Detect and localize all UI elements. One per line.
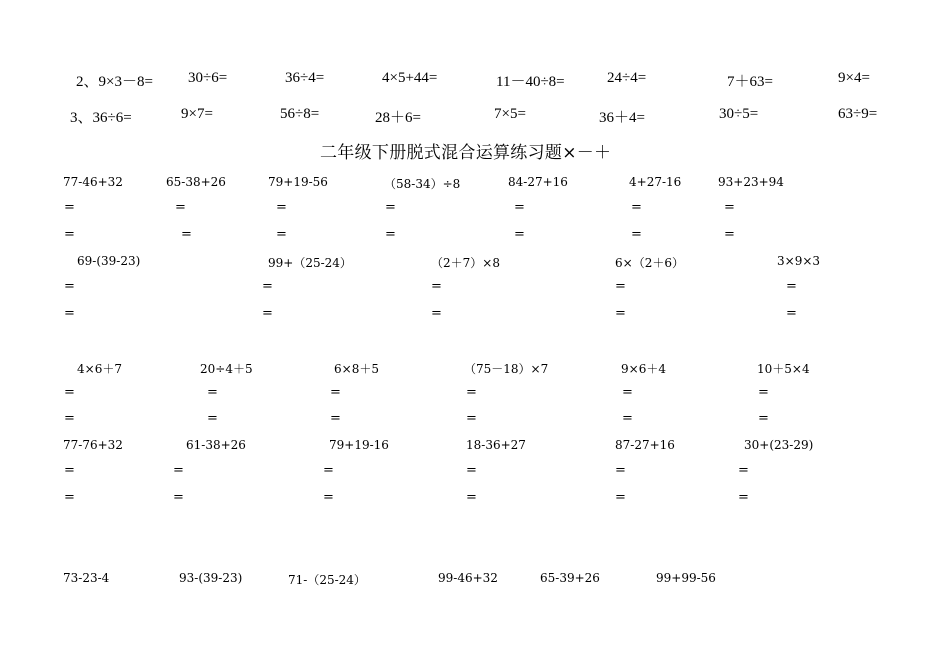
- answer-line-equals: =: [330, 385, 341, 400]
- answer-line-equals: =: [615, 306, 626, 321]
- oral-problem: 63÷9=: [838, 106, 878, 122]
- answer-line-equals: =: [64, 200, 75, 215]
- oral-problem: 56÷8=: [280, 106, 320, 122]
- answer-line-equals: =: [173, 463, 184, 478]
- expression-problem: 99+99-56: [656, 571, 716, 585]
- answer-line-equals: =: [466, 411, 477, 426]
- answer-line-equals: =: [64, 463, 75, 478]
- page-title: 二年级下册脱式混合运算练习题×－＋: [320, 143, 612, 163]
- answer-line-equals: =: [514, 227, 525, 242]
- oral-problem: 4×5+44=: [382, 70, 438, 86]
- answer-line-equals: =: [758, 411, 769, 426]
- answer-line-equals: =: [175, 200, 186, 215]
- answer-line-equals: =: [64, 279, 75, 294]
- answer-line-equals: =: [786, 306, 797, 321]
- expression-problem: 69-(39-23): [77, 254, 141, 268]
- oral-problem: 36÷4=: [285, 70, 325, 86]
- oral-problem: 11－40÷8=: [496, 74, 565, 90]
- expression-problem: 6×（2＋6）: [615, 256, 684, 270]
- answer-line-equals: =: [615, 490, 626, 505]
- expression-problem: 87-27+16: [615, 438, 675, 452]
- expression-problem: 18-36+27: [466, 438, 526, 452]
- oral-problem: 7×5=: [494, 106, 526, 122]
- oral-problem: 28＋6=: [375, 110, 421, 126]
- answer-line-equals: =: [724, 200, 735, 215]
- oral-problem: 3、36÷6=: [70, 110, 132, 126]
- answer-line-equals: =: [330, 411, 341, 426]
- answer-line-equals: =: [262, 306, 273, 321]
- answer-line-equals: =: [631, 227, 642, 242]
- expression-problem: 61-38+26: [186, 438, 246, 452]
- expression-problem: 93-(39-23): [179, 571, 243, 585]
- answer-line-equals: =: [207, 411, 218, 426]
- answer-line-equals: =: [622, 411, 633, 426]
- expression-problem: （75－18）×7: [464, 362, 549, 376]
- answer-line-equals: =: [181, 227, 192, 242]
- expression-problem: 65-38+26: [166, 175, 226, 189]
- expression-problem: 77-76+32: [63, 438, 123, 452]
- answer-line-equals: =: [431, 306, 442, 321]
- expression-problem: 79+19-56: [268, 175, 328, 189]
- oral-problem: 9×7=: [181, 106, 213, 122]
- expression-problem: 99-46+32: [438, 571, 498, 585]
- answer-line-equals: =: [724, 227, 735, 242]
- answer-line-equals: =: [431, 279, 442, 294]
- answer-line-equals: =: [276, 200, 287, 215]
- expression-problem: 73-23-4: [63, 571, 110, 585]
- expression-problem: 4×6＋7: [77, 362, 122, 376]
- expression-problem: （58-34）÷8: [384, 177, 461, 191]
- answer-line-equals: =: [466, 463, 477, 478]
- answer-line-equals: =: [466, 490, 477, 505]
- expression-problem: 10＋5×4: [757, 362, 810, 376]
- answer-line-equals: =: [466, 385, 477, 400]
- answer-line-equals: =: [64, 490, 75, 505]
- expression-problem: 3×9×3: [777, 254, 821, 268]
- expression-problem: 4+27-16: [629, 175, 682, 189]
- answer-line-equals: =: [64, 306, 75, 321]
- answer-line-equals: =: [385, 200, 396, 215]
- expression-problem: 79+19-16: [329, 438, 389, 452]
- answer-line-equals: =: [323, 490, 334, 505]
- answer-line-equals: =: [64, 385, 75, 400]
- answer-line-equals: =: [738, 490, 749, 505]
- answer-line-equals: =: [207, 385, 218, 400]
- answer-line-equals: =: [64, 411, 75, 426]
- oral-problem: 30÷6=: [188, 70, 228, 86]
- expression-problem: 84-27+16: [508, 175, 568, 189]
- answer-line-equals: =: [323, 463, 334, 478]
- oral-problem: 2、9×3－8=: [76, 74, 153, 90]
- expression-problem: 30+(23-29): [744, 438, 814, 452]
- oral-problem: 9×4=: [838, 70, 870, 86]
- answer-line-equals: =: [385, 227, 396, 242]
- answer-line-equals: =: [786, 279, 797, 294]
- oral-problem: 30÷5=: [719, 106, 759, 122]
- expression-problem: 93+23+94: [718, 175, 784, 189]
- expression-problem: 77-46+32: [63, 175, 123, 189]
- oral-problem: 7＋63=: [727, 74, 773, 90]
- oral-problem: 24÷4=: [607, 70, 647, 86]
- answer-line-equals: =: [173, 490, 184, 505]
- answer-line-equals: =: [276, 227, 287, 242]
- expression-problem: 71-（25-24）: [288, 573, 366, 587]
- expression-problem: 20÷4＋5: [200, 362, 253, 376]
- answer-line-equals: =: [738, 463, 749, 478]
- expression-problem: 6×8＋5: [334, 362, 379, 376]
- expression-problem: （2＋7）×8: [431, 256, 500, 270]
- answer-line-equals: =: [758, 385, 769, 400]
- answer-line-equals: =: [615, 463, 626, 478]
- answer-line-equals: =: [514, 200, 525, 215]
- answer-line-equals: =: [631, 200, 642, 215]
- answer-line-equals: =: [262, 279, 273, 294]
- expression-problem: 99+（25-24）: [268, 256, 352, 270]
- answer-line-equals: =: [64, 227, 75, 242]
- expression-problem: 9×6＋4: [621, 362, 666, 376]
- answer-line-equals: =: [622, 385, 633, 400]
- oral-problem: 36＋4=: [599, 110, 645, 126]
- expression-problem: 65-39+26: [540, 571, 600, 585]
- answer-line-equals: =: [615, 279, 626, 294]
